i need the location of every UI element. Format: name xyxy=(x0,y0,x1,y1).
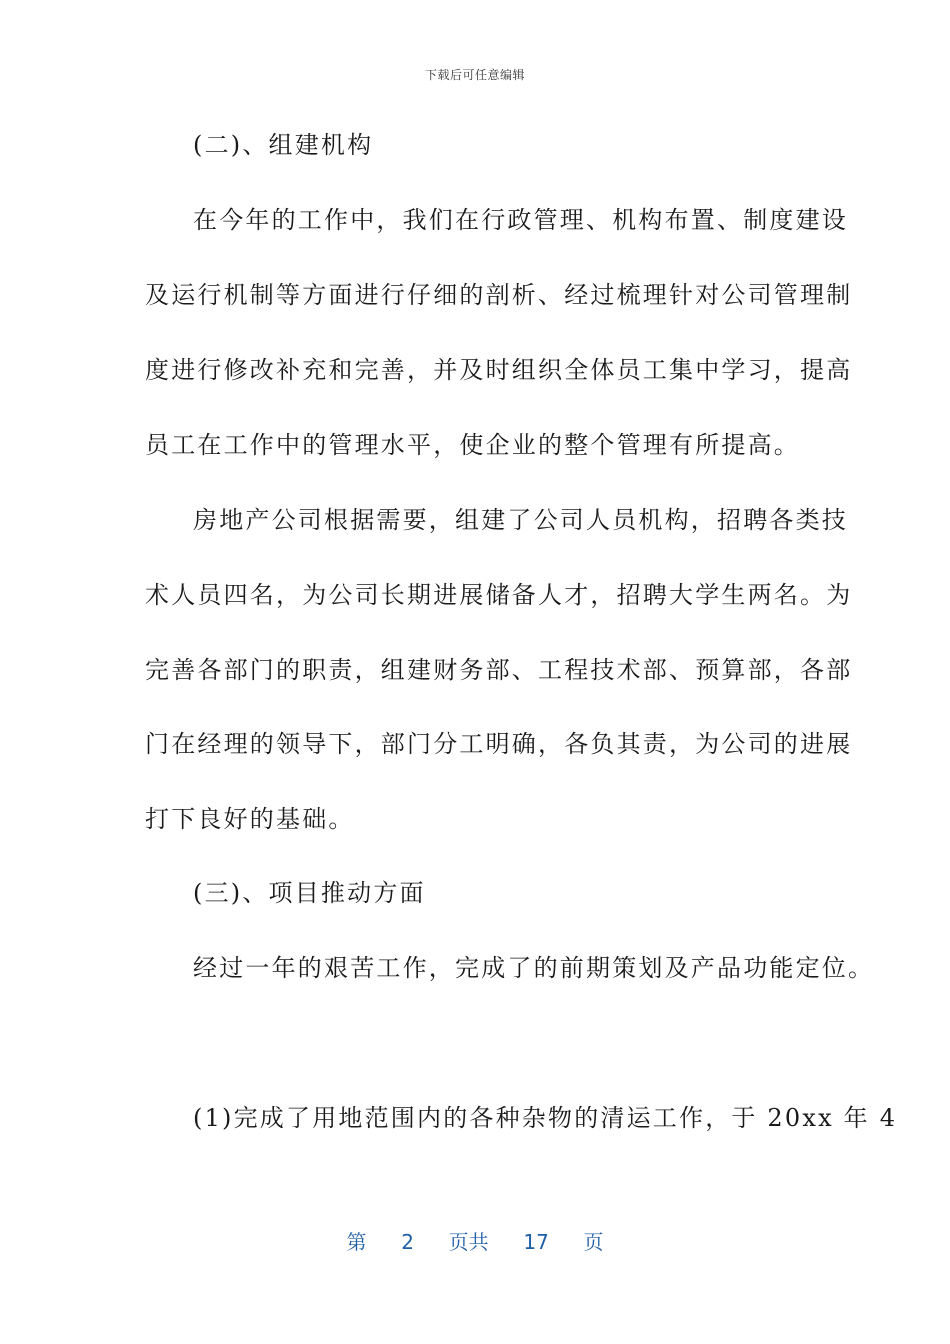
section-heading-3: (三)、项目推动方面 xyxy=(193,879,426,907)
paragraph-line: 门在经理的领导下，部门分工明确，各负其责，为公司的进展 xyxy=(145,730,853,758)
paragraph-line: 员工在工作中的管理水平，使企业的整个管理有所提高。 xyxy=(145,431,800,459)
footer-label-of: 页共 xyxy=(448,1230,489,1254)
page-footer xyxy=(0,1226,950,1255)
paragraph-line: 房地产公司根据需要，组建了公司人员机构，招聘各类技 xyxy=(193,506,848,534)
footer-label-page: 第 xyxy=(346,1230,367,1254)
footer-current-page: 2 xyxy=(401,1230,414,1254)
paragraph-line: 术人员四名，为公司长期进展储备人才，招聘大学生两名。为 xyxy=(145,581,853,609)
paragraph-line: 及运行机制等方面进行仔细的剖析、经过梳理针对公司管理制 xyxy=(145,281,853,309)
section-heading-2: (二)、组建机构 xyxy=(193,131,374,159)
paragraph-line: 完善各部门的职责，组建财务部、工程技术部、预算部，各部 xyxy=(145,656,853,684)
paragraph-line: 在今年的工作中，我们在行政管理、机构布置、制度建设 xyxy=(193,206,848,234)
footer-total-pages: 17 xyxy=(523,1230,549,1254)
paragraph-line: 度进行修改补充和完善，并及时组织全体员工集中学习，提高 xyxy=(145,356,853,384)
footer-label-end: 页 xyxy=(583,1230,604,1254)
paragraph-line: 经过一年的艰苦工作，完成了的前期策划及产品功能定位。 xyxy=(193,954,875,982)
page-header: 下载后可任意编辑 xyxy=(424,68,525,82)
paragraph-line: 打下良好的基础。 xyxy=(145,805,355,833)
paragraph-line: (1)完成了用地范围内的各种杂物的清运工作，于 20xx 年 4 xyxy=(193,1104,898,1132)
